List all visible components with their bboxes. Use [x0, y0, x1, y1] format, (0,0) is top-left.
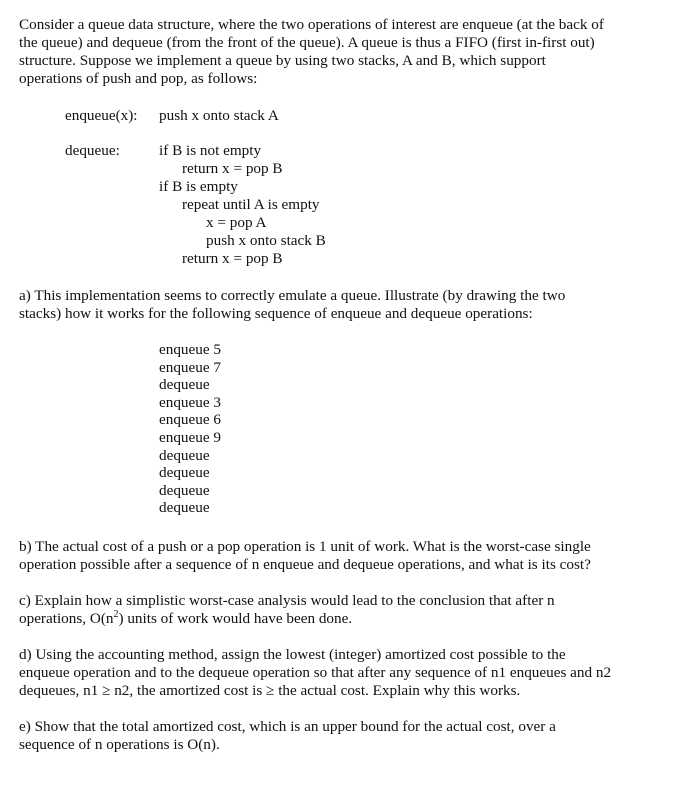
- dequeue-line-3: [19, 178, 659, 196]
- dequeue-line-4: [19, 196, 659, 214]
- dequeue-definition: [19, 142, 659, 268]
- sequence-item: dequeue: [159, 376, 210, 394]
- sequence-item: enqueue 9: [159, 428, 221, 446]
- document: [19, 16, 659, 754]
- intro-paragraph: Consider a queue data structure, where the two operations of interest are enqueue (at the back of the queue) and dequeue (from the front of the queue). A queue is thus a FIFO (first in-first out) structure. Suppose we implement a queue by using two stacks, A and B, which support operations of push and pop, as follows:: [19, 16, 604, 87]
- dequeue-line-7: [19, 250, 659, 268]
- operation-sequence: [19, 341, 659, 517]
- code-line: if B is empty: [159, 178, 238, 195]
- sequence-item: dequeue: [159, 464, 210, 482]
- part-c-line-2: [19, 610, 659, 628]
- sequence-item: dequeue: [159, 499, 210, 517]
- enqueue-body: push x onto stack A: [159, 107, 279, 124]
- algorithm-block: [19, 107, 659, 268]
- enqueue-definition: [19, 107, 659, 125]
- part-c-question: [19, 592, 659, 628]
- code-line: x = pop A: [206, 214, 267, 231]
- part-c-text-before: operations, O(n: [19, 609, 114, 627]
- sequence-item: enqueue 7: [159, 358, 221, 376]
- dequeue-line-6: [19, 232, 659, 250]
- sequence-item: enqueue 3: [159, 393, 221, 411]
- part-c-text-after: ) units of work would have been done.: [118, 609, 353, 627]
- code-line: push x onto stack B: [206, 232, 326, 249]
- dequeue-label: dequeue:: [65, 142, 120, 159]
- sequence-item: dequeue: [159, 481, 210, 499]
- dequeue-line-1: [19, 142, 659, 160]
- dequeue-line-5: [19, 214, 659, 232]
- code-line: return x = pop B: [182, 250, 283, 267]
- sequence-item: dequeue: [159, 446, 210, 464]
- part-d-question: d) Using the accounting method, assign the lowest (integer) amortized cost possible to the enqueue operation and to the dequeue operation so that after any sequence of n1 enqueues and n2 dequeues, n1 ≥ n2, the amortized cost is ≥ the actual cost. Explain why this works.: [19, 645, 612, 699]
- part-a-question: a) This implementation seems to correctly emulate a queue. Illustrate (by drawing the two stacks) how it works for the following sequence of enqueue and dequeue operations:: [19, 287, 566, 322]
- sequence-item: enqueue 6: [159, 411, 221, 429]
- exponent: 2: [113, 608, 119, 620]
- part-e-question: e) Show that the total amortized cost, which is an upper bound for the actual cost, over a sequence of n operations is O(n).: [19, 717, 556, 753]
- sequence-item: enqueue 5: [159, 341, 221, 358]
- part-b-question: b) The actual cost of a push or a pop operation is 1 unit of work. What is the worst-case single operation possible after a sequence of n enqueue and dequeue operations, and what is its cost?: [19, 537, 591, 573]
- dequeue-line-2: [19, 160, 659, 178]
- part-c-line-1: c) Explain how a simplistic worst-case analysis would lead to the conclusion that after n: [19, 591, 555, 609]
- code-line: return x = pop B: [182, 160, 283, 177]
- code-line: if B is not empty: [159, 142, 262, 159]
- code-line: repeat until A is empty: [182, 196, 320, 213]
- enqueue-label: enqueue(x):: [65, 107, 138, 124]
